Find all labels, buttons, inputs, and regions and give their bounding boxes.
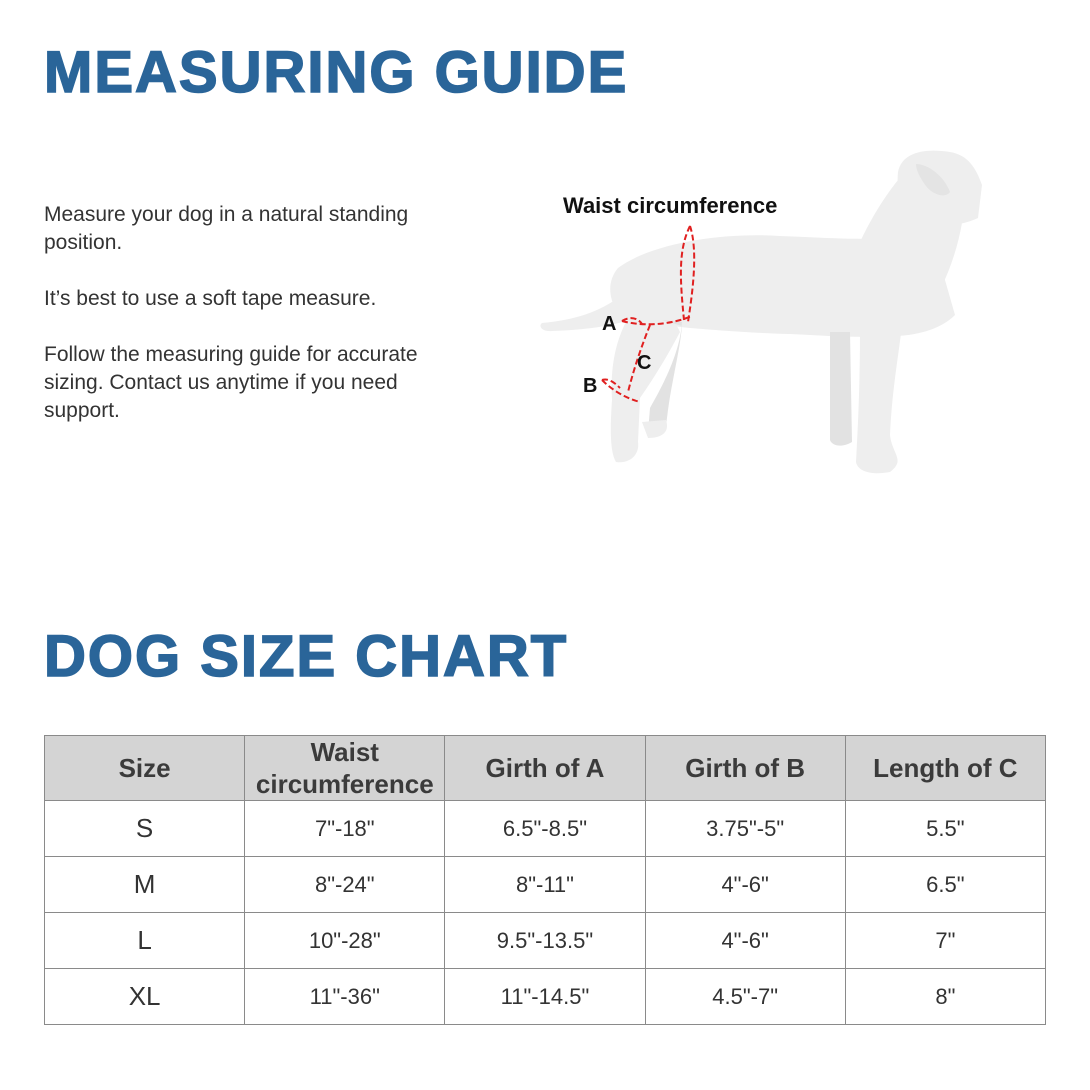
waist-circumference-label: Waist circumference	[563, 193, 778, 218]
girth-a-cell: 6.5"-8.5"	[445, 801, 645, 857]
dog-measuring-illustration	[530, 140, 1000, 490]
table-row	[45, 857, 1046, 913]
girth-a-cell: 9.5"-13.5"	[445, 913, 645, 969]
girth-b-cell: 4.5"-7"	[645, 969, 845, 1025]
length-c-cell: 5.5"	[845, 801, 1045, 857]
column-header: Girth of B	[645, 736, 845, 801]
column-header: Size	[45, 736, 245, 801]
girth-b-cell: 4"-6"	[645, 857, 845, 913]
length-c-cell: 7"	[845, 913, 1045, 969]
length-c-cell: 8"	[845, 969, 1045, 1025]
table-header-row	[45, 736, 1046, 801]
table-row	[45, 801, 1046, 857]
size-cell: S	[45, 801, 245, 857]
girth-b-cell: 3.75"-5"	[645, 801, 845, 857]
instruction-paragraph: Follow the measuring guide for accurate sizing. Contact us anytime if you need support.	[44, 343, 418, 422]
label-a: A	[602, 313, 617, 335]
column-header: Waist circumference	[245, 736, 445, 801]
size-chart-table	[44, 735, 1046, 1025]
waist-cell: 11"-36"	[245, 969, 445, 1025]
size-cell: XL	[45, 969, 245, 1025]
waist-cell: 7"-18"	[245, 801, 445, 857]
girth-b-cell: 4"-6"	[645, 913, 845, 969]
length-c-cell: 6.5"	[845, 857, 1045, 913]
girth-a-cell: 11"-14.5"	[445, 969, 645, 1025]
waist-cell: 10"-28"	[245, 913, 445, 969]
girth-a-cell: 8"-11"	[445, 857, 645, 913]
waist-cell: 8"-24"	[245, 857, 445, 913]
measuring-guide-title: MEASURING GUIDE	[44, 40, 629, 105]
instruction-paragraph: It’s best to use a soft tape measure.	[44, 287, 377, 310]
dog-size-chart-title: DOG SIZE CHART	[44, 624, 569, 689]
table-row	[45, 913, 1046, 969]
label-c: C	[637, 352, 652, 374]
size-cell: M	[45, 857, 245, 913]
table-row	[45, 969, 1046, 1025]
size-cell: L	[45, 913, 245, 969]
instruction-paragraph: Measure your dog in a natural standing position.	[44, 203, 409, 254]
label-b: B	[583, 375, 598, 397]
column-header: Girth of A	[445, 736, 645, 801]
column-header: Length of C	[845, 736, 1045, 801]
measuring-instructions	[44, 201, 464, 453]
